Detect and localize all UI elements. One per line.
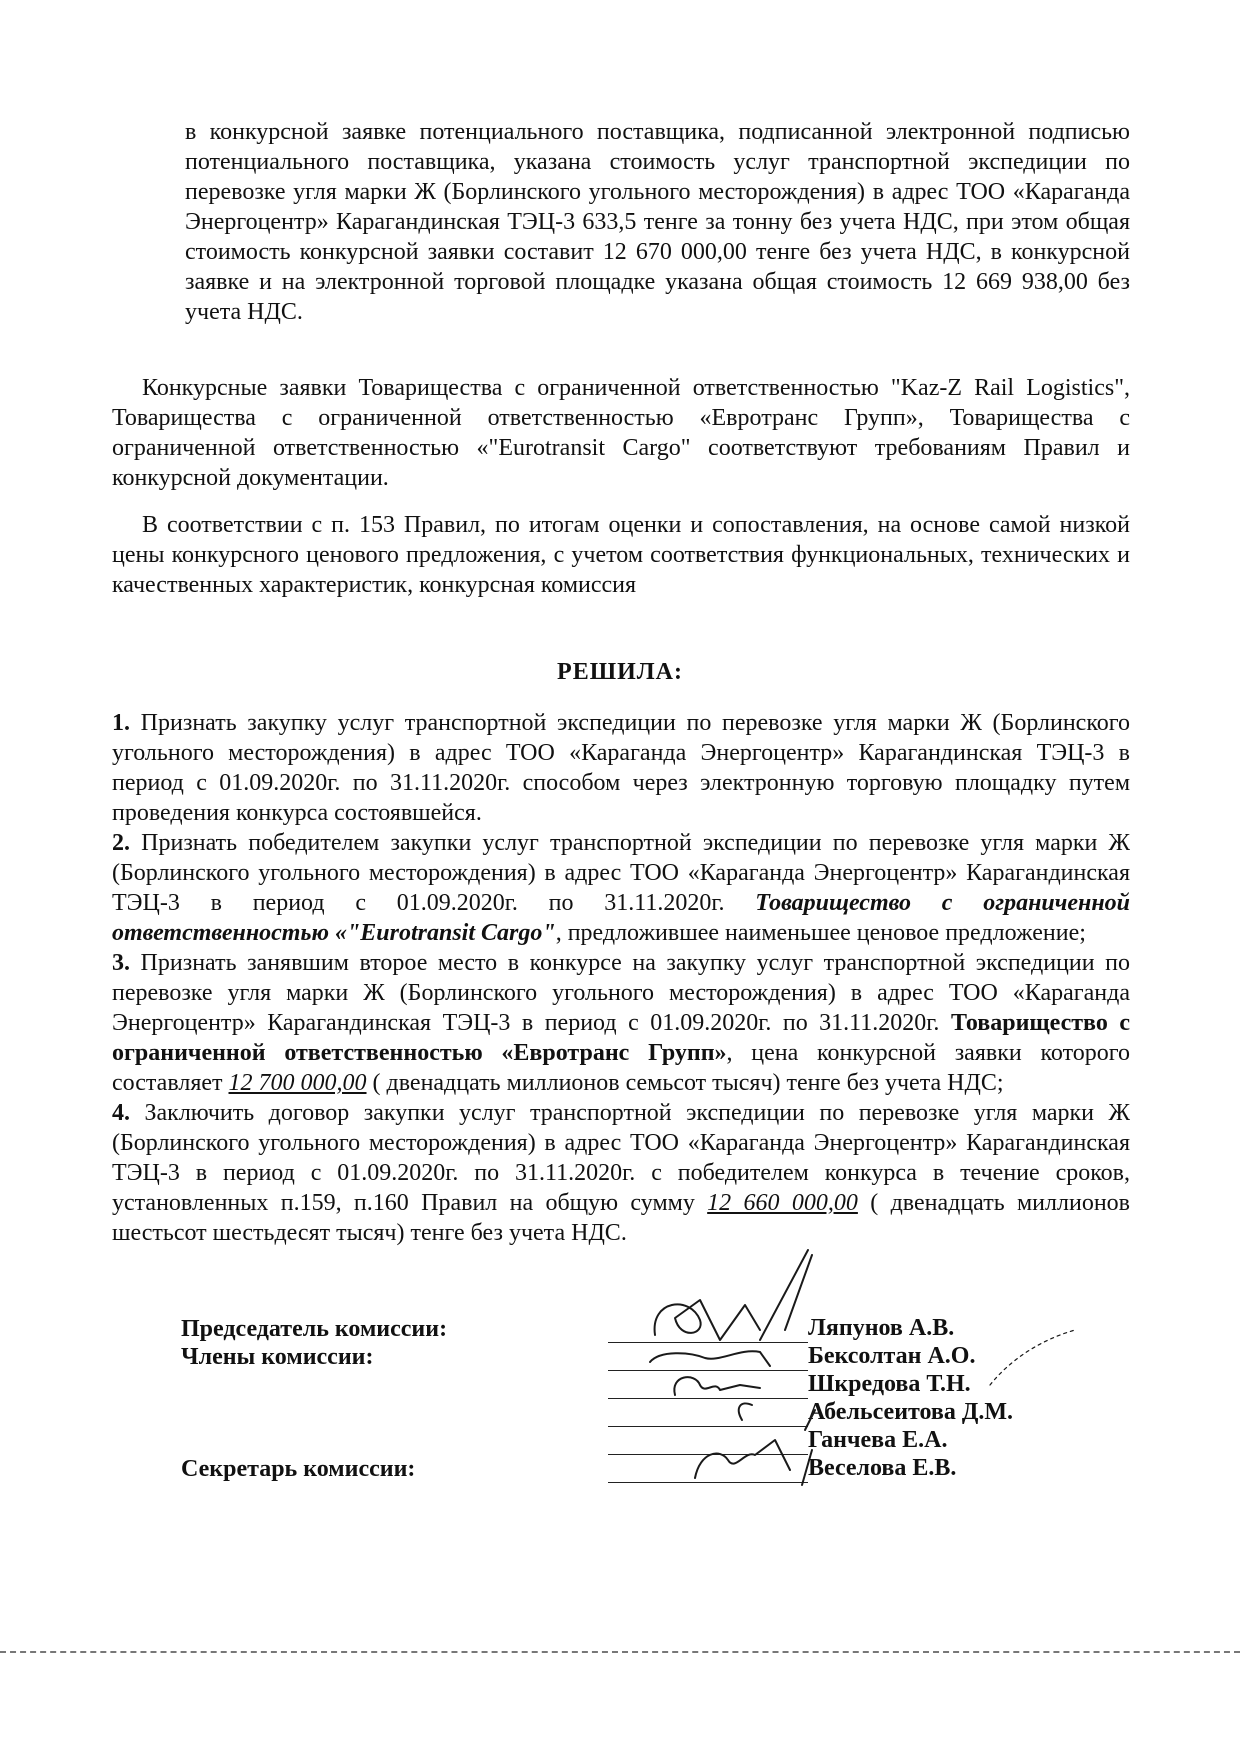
item-number: 2. [112,830,130,856]
item-text: Признать закупку услуг транспортной экспедиции по перевозке угля марки Ж (Борлинского угольного месторождения) в адрес ТОО «Караганда Энергоцентр» Карагандинская ТЭЦ-3 в период с 01.09.2020г. по 31.11.2020г. способом через электронную торговую площадку путем проведения конкурса состоявшейся. [112,710,1130,826]
second-place-name: Товарищество с ограниченной ответственностью «Евротранс Групп» [112,1010,1130,1066]
item-number: 1. [112,710,130,736]
contract-amount: 12 660 000,00 [707,1190,858,1216]
decided-heading: РЕШИЛА: [557,659,683,685]
signatory-name: Ганчева Е.А. [808,1427,948,1453]
item-text: Признать занявшим второе место в конкурсе на закупку услуг транспортной экспедиции по перевозке угля марки Ж (Борлинского угольного месторождения) в адрес ТОО «Караганда Энергоцентр» Карагандинская ТЭЦ-3 в период с 01.09.2020г. по 31.11.2020г. [112,950,1130,1036]
item-number: 3. [112,950,130,976]
chair-label: Председатель комиссии: [181,1316,448,1342]
compliant-applications-paragraph: Конкурсные заявки Товарищества с ограниченной ответственностью "Kaz-Z Rail Logistics", Товарищества с ограниченной ответственностью «Евротранс Групп», Товарищества с ограниченной ответственностью «"Eurotransit Cargo" соответствуют требованиям Правил и конкурсной документации. [112,375,1130,491]
intro-paragraph: в конкурсной заявке потенциального поставщика, подписанной электронной подписью потенциального поставщика, указана стоимость услуг транспортной экспедиции по перевозке угля марки Ж (Борлинского угольного месторождения) в адрес ТОО «Караганда Энергоцентр» Карагандинская ТЭЦ-3 633,5 тенге за тонну без учета НДС, при этом общая стоимость конкурсной заявки составит 12 670 000,00 тенге без учета НДС, в конкурсной заявке и на электронной торговой площадке указана общая стоимость 12 669 938,00 без учета НДС. [185,119,1130,325]
item-text-tail: ( двенадцать миллионов семьсот тысяч) тенге без учета НДС; [366,1070,1004,1096]
signatory-name: Шкредова Т.Н. [808,1371,971,1397]
item-text-tail: , предложившее наименьшее ценовое предложение; [555,920,1086,946]
signatory-name: Ляпунов А.В. [808,1315,955,1341]
signatory-name: Веселова Е.В. [808,1455,957,1481]
item-text-tail: ( двенадцать миллионов шестьсот шестьдесят тысяч) тенге без учета НДС. [112,1190,1130,1246]
scan-edge-divider [0,1651,1240,1653]
item-text: Признать победителем закупки услуг транспортной экспедиции по перевозке угля марки Ж (Борлинского угольного месторождения) в адрес ТОО «Караганда Энергоцентр» Карагандинская ТЭЦ-3 в период с 01.09.2020г. по 31.11.2020г. [112,830,1130,916]
signatory-name: Бексолтан А.О. [808,1343,976,1369]
item-text-mid: , цена конкурсной заявки которого составляет [112,1040,1131,1096]
item-text: Заключить договор закупки услуг транспортной экспедиции по перевозке угля марки Ж (Борлинского угольного месторождения) в адрес ТОО «Караганда Энергоцентр» Карагандинская ТЭЦ-3 в период с 01.09.2020г. по 31.11.2020г. с победителем конкурса в течение сроков, установленных п.159, п.160 Правил на общую сумму [112,1100,1130,1216]
decision-basis-paragraph: В соответствии с п. 153 Правил, по итогам оценки и сопоставления, на основе самой низкой цены конкурсного ценового предложения, с учетом соответствия функциональных, технических и качественных характеристик, конкурсная комиссия [112,512,1130,598]
members-label: Члены комиссии: [181,1344,374,1370]
secretary-label: Секретарь комиссии: [181,1456,416,1482]
signatory-name: Абельсеитова Д.М. [808,1399,1014,1425]
winner-name: Товарищество с ограниченной ответственностью «"Eurotransit Cargo" [112,890,1130,946]
item-number: 4. [112,1100,130,1126]
second-place-amount: 12 700 000,00 [228,1070,367,1096]
